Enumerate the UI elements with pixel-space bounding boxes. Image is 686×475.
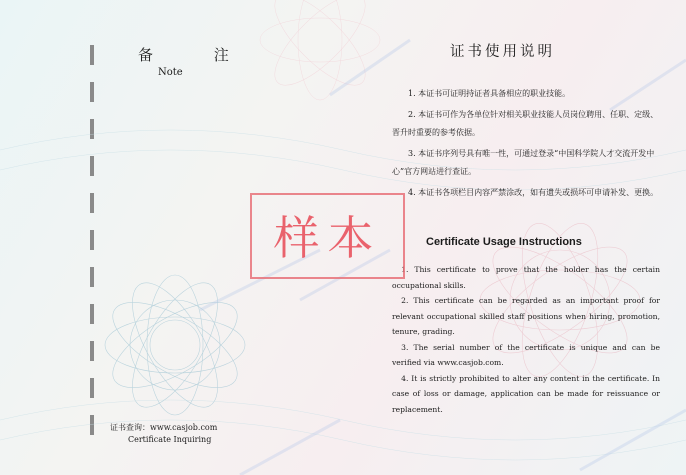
cn-instructions-list: [392, 85, 660, 202]
certificate-query-url: 证书查询：www.casjob.com: [110, 423, 218, 432]
note-subtitle: Note: [158, 67, 183, 78]
en-instruction-item: 3. The serial number of the certificate is unique and can be verified via www.casjob.com.: [392, 342, 660, 367]
binding-holes: [90, 45, 94, 435]
certificate-inquiring-label: Certificate Inquiring: [128, 435, 212, 444]
en-instructions-list: [392, 262, 660, 417]
en-instruction-item: 1. This certificate to prove that the holder has the certain occupational skills.: [392, 265, 660, 290]
note-title: 备 注: [138, 46, 257, 64]
en-instructions-title: Certificate Usage Instructions: [426, 236, 582, 248]
usage-instructions-title: 证书使用说明: [450, 44, 555, 60]
sample-stamp: 样本: [250, 193, 405, 279]
cn-instruction-item: 3. 本证书序列号具有唯一性，可通过登录“中国科学院人才交流开发中心”官方网站进行查证。: [392, 149, 655, 176]
right-page: [392, 40, 660, 417]
en-instruction-item: 2. This certificate can be regarded as an important proof for relevant occupational skilled staff positions when hiring, promotion, tenure, grading.: [392, 296, 660, 336]
cn-instruction-item: 4. 本证书各项栏目内容严禁涂改，如有遗失或损坏可申请补发、更换。: [408, 188, 659, 197]
cn-instruction-item: 2. 本证书可作为各单位针对相关职业技能人员岗位聘用、任职、定级、晋升时重要的参考依据。: [392, 110, 659, 137]
cn-instruction-item: 1. 本证书可证明持证者具备相应的职业技能。: [408, 89, 571, 98]
en-instruction-item: 4. It is strictly prohibited to alter any content in the certificate. In case of loss or damage, application can be made for reissuance or replacement.: [392, 373, 660, 414]
